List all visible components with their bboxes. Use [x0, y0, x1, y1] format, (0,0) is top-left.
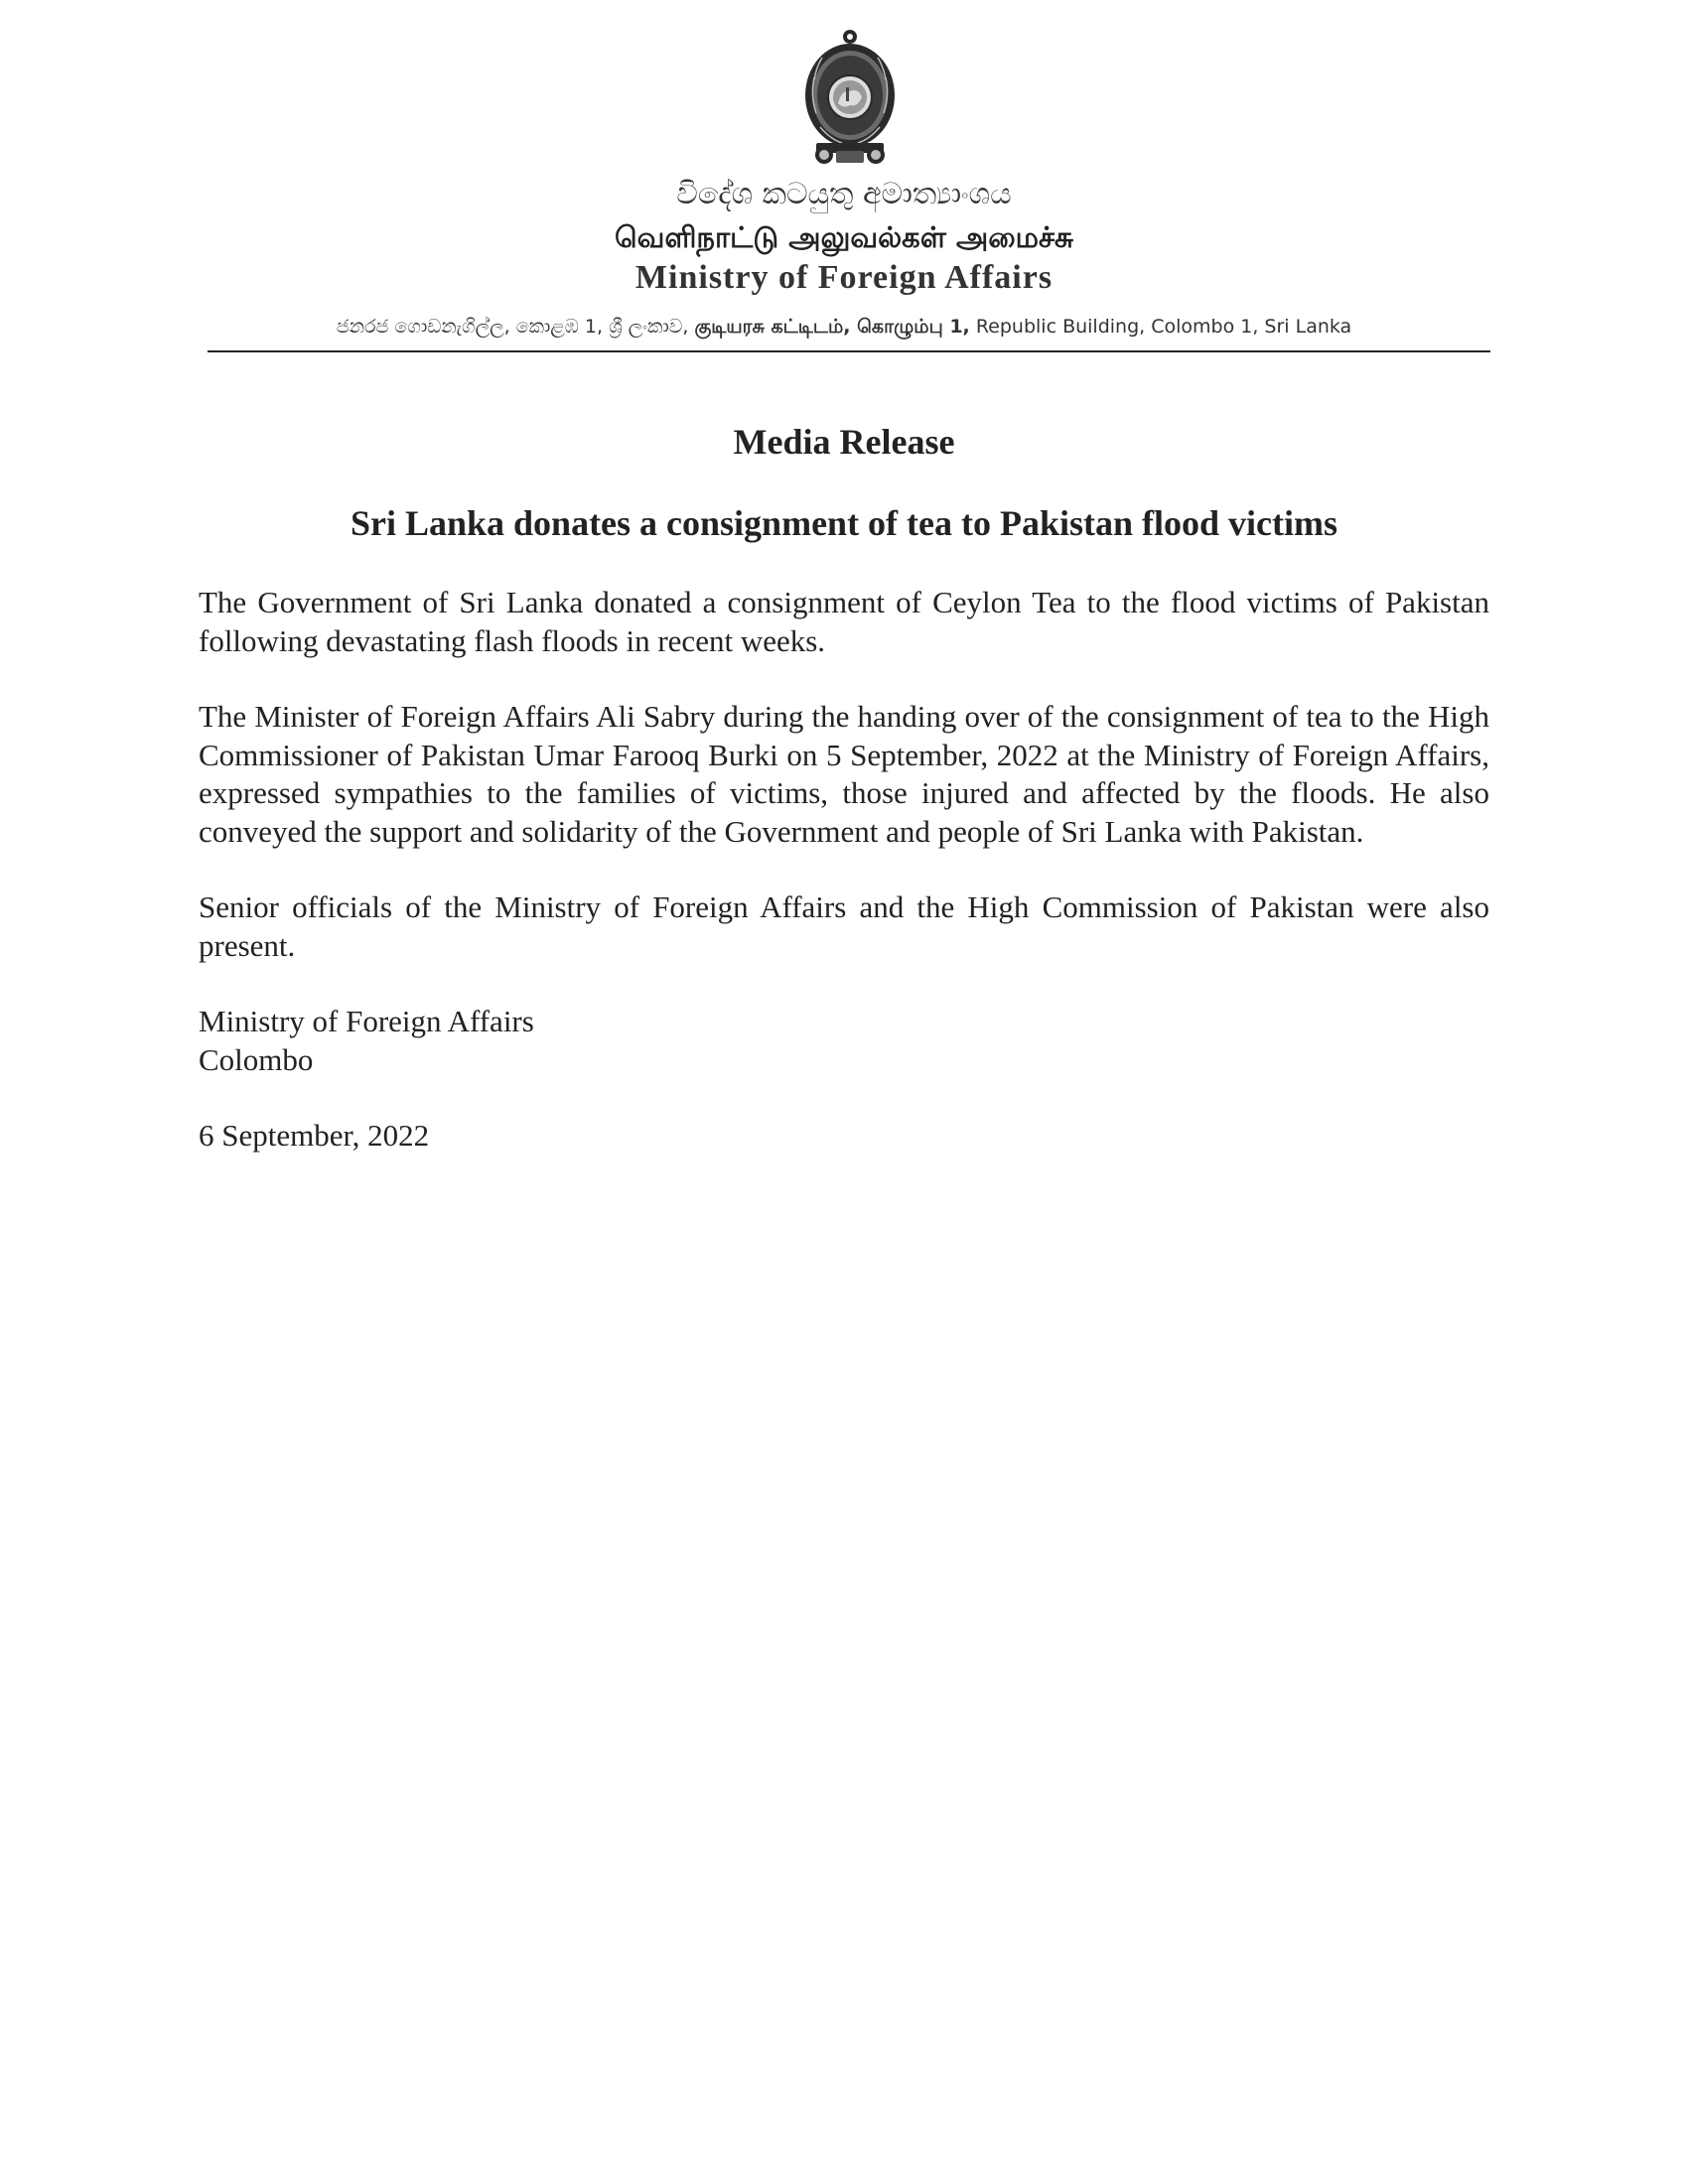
paragraph-3: Senior officials of the Ministry of Foreign Affairs and the High Commission of Pakistan were also present. [199, 889, 1489, 963]
document-label: Media Release [733, 422, 955, 462]
ministry-address [0, 316, 1688, 341]
release-date: 6 September, 2022 [199, 1118, 430, 1153]
signature-block [199, 1003, 1489, 1079]
ministry-name-tamil: வெளிநாட்டு அலுவல்கள் அமைச்சு [615, 220, 1073, 254]
address-english: Republic Building, Colombo 1, Sri Lanka [975, 316, 1352, 338]
release-title: Sri Lanka donates a consignment of tea to Pakistan flood victims [350, 503, 1338, 543]
letterhead [0, 0, 1688, 357]
address-sinhala: ජනරජ ගොඩනැගිල්ල, කොළඹ 1, ශ්‍රී ලංකාව, [336, 316, 689, 338]
signature-city: Colombo [199, 1041, 314, 1077]
media-release-body [199, 415, 1489, 1193]
paragraph-2: The Minister of Foreign Affairs Ali Sabry during the handing over of the consignment of tea to the High Commissioner of Pakistan Umar Farooq Burki on 5 September, 2022 at the Ministry of Foreign Affairs, expressed sympathies to the families of victims, those injured and affected by the floods. He also conveyed the support and solidarity of the Government and people of Sri Lanka with Pakistan. [199, 699, 1489, 849]
address-tamil: குடியரசு கட்டிடம், கொழும்பு 1, [694, 316, 970, 338]
ministry-name-sinhala: විදේශ කටයුතු අමාත්‍යාංශය [676, 177, 1012, 211]
sri-lanka-national-emblem-icon [802, 28, 898, 167]
ministry-name-english: Ministry of Foreign Affairs [634, 259, 1054, 296]
letterhead-divider [208, 350, 1490, 352]
signature-org: Ministry of Foreign Affairs [199, 1004, 534, 1038]
paragraph-1: The Government of Sri Lanka donated a consignment of Ceylon Tea to the flood victims of Pakistan following devastating flash floods in recent weeks. [199, 585, 1489, 658]
